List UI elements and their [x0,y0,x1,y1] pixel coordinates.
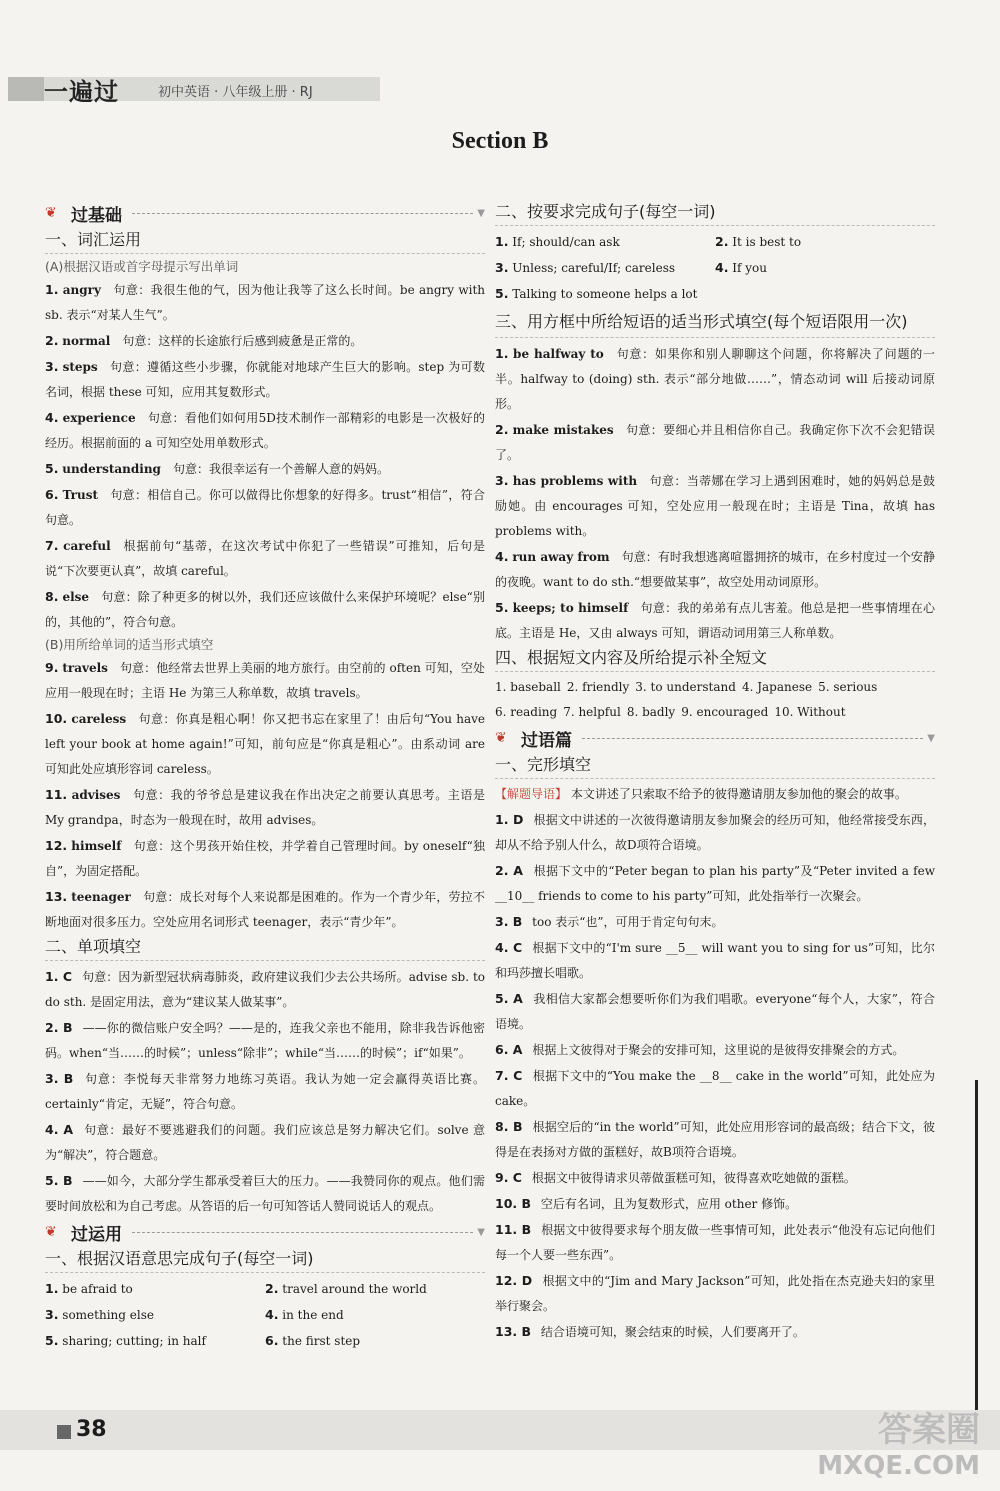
page-edge [975,1080,978,1410]
item-answer: advises [71,788,121,802]
item-answer: be afraid to [62,1282,133,1296]
item-number: 2. [45,333,59,348]
subsection-vocab-a: (A)根据汉语或首字母提示写出单词 [45,259,239,274]
answer-list-phrases [495,341,935,646]
item-number: 4. [495,549,509,564]
item-explanation: 根据文中讲述的一次彼得邀请朋友参加聚会的经历可知，他经常接受东西，却从不给予别人什么，故D项符合语境。 [495,813,935,852]
subsection-phrases: 三、用方框中所给短语的适当形式填空(每个短语限用一次) [495,307,935,338]
item-number: 1. [495,346,509,361]
row-answer: 6. reading [495,705,558,719]
item-number: 3. [495,260,509,275]
answer-item [45,533,485,584]
page-marker [57,1425,71,1439]
book-subtitle: 初中英语 · 八年级上册 · RJ [158,85,313,100]
item-answer: careful [63,539,111,553]
subsection-sentences: 二、按要求完成句子(每空一词) [495,200,935,226]
guide-tag: 【解题导语】 [495,787,568,801]
divider [132,213,473,214]
item-number: 1. D [495,812,524,827]
answer-item [495,1165,935,1191]
item-answer: Unless; careful/If; careless [512,261,676,275]
row-answer: 9. encouraged [681,705,769,719]
triangle-icon: ▼ [927,732,935,744]
subsection-complete: 一、根据汉语意思完成句子(每空一词) [45,1247,485,1273]
answer-grid-use [45,1276,485,1354]
item-explanation: 句意：如果你和别人聊聊这个问题，你将解决了问题的一半。halfway to (doing) sth. 表示“部分地做……”，情态动词 will 后接动词原形。 [495,347,935,411]
answer-list-a [45,277,485,635]
answer-item [45,328,485,354]
answer-item [45,1117,485,1168]
item-number: 2. [495,422,509,437]
answer-item [495,858,935,909]
item-answer: the first step [282,1334,361,1348]
answer-item [45,706,485,782]
leaf-icon: ❦ [45,205,57,221]
item-number: 7. C [495,1068,523,1083]
grid-cell [45,1276,265,1302]
item-number: 5. B [45,1173,73,1188]
item-number: 6. [265,1333,279,1348]
answer-item [495,1191,935,1217]
header-base [45,200,485,226]
answer-item [495,1268,935,1319]
item-explanation: 结合语境可知，聚会结束的时候，人们要离开了。 [540,1325,805,1339]
item-number: 2. [715,234,729,249]
item-explanation: 句意：要细心并且相信你自己。我确定你下次不会犯错误了。 [495,423,935,462]
item-number: 12. D [495,1273,533,1288]
guide-text: 本文讲述了只索取不给予的彼得邀请朋友参加他的聚会的故事。 [570,787,907,801]
item-number: 4. A [45,1122,74,1137]
answer-item [495,807,935,858]
row-answer: 3. to understand [635,680,736,694]
item-explanation: 句意：有时我想逃离喧嚣拥挤的城市，在乡村度过一个安静的夜晚。want to do sth.“想要做某事”，故空处用动词原形。 [495,550,935,589]
item-explanation: 根据文中彼得要求每个朋友做一些事情可知，此处表示“他没有忘记向他们每一个人要一些东西”。 [495,1223,935,1262]
answer-item [495,935,935,986]
item-explanation: too 表示“也”，可用于肯定句句末。 [532,915,724,929]
item-explanation: 句意：我的弟弟有点儿害羞。他总是把一些事情埋在心底。主语是 He，又由 always 可知，谓语动词用第三人称单数。 [495,601,935,640]
item-explanation: 根据上文彼得对于聚会的安排可知，这里说的是彼得安排聚会的方式。 [532,1043,905,1057]
item-explanation: 句意：成长对每个人来说都是困难的。作为一个青少年，劳拉不断地面对很多压力。空处应用名词形式 teenager，表示“青少年”。 [45,890,485,929]
header-use-label: 过运用 [71,1224,122,1245]
item-answer: normal [62,334,111,348]
item-answer: has problems with [512,474,638,488]
answer-item [45,782,485,833]
guide-note [495,782,935,807]
item-number: 2. [265,1281,279,1296]
answer-grid-sentences [495,229,935,307]
answer-list-cloze [495,807,935,1345]
item-answer: travel around the world [282,1282,427,1296]
item-number: 5. [495,600,509,615]
row-answer: 2. friendly [566,680,630,694]
answer-item [495,595,935,646]
item-number: 4. [45,410,59,425]
leaf-icon: ❦ [45,1224,57,1240]
item-answer: else [62,590,90,604]
answer-item [495,1063,935,1114]
answer-item [45,1015,485,1066]
header-band-accent [8,77,44,101]
answer-item [495,341,935,417]
watermark-title: 答案圈 [878,1410,980,1450]
subsection-vocab: 一、词汇运用 [45,228,485,254]
item-answer: If; should/can ask [512,235,620,249]
item-answer: careless [71,712,127,726]
item-explanation: 句意：看他们如何用5D技术制作一部精彩的电影是一次极好的经历。根据前面的 a 可知空处用单数形式。 [45,411,485,450]
item-number: 1. [45,1281,59,1296]
item-explanation: 句意：我的爷爷总是建议我在作出决定之前要认真思考。主语是 My grandpa，时态为一般现在时，故用 advises。 [45,788,485,827]
item-answer: sharing; cutting; in half [62,1334,206,1348]
header-base-label: 过基础 [71,205,122,226]
subsection-vocab-b: (B)用所给单词的适当形式填空 [45,637,214,652]
item-explanation: 根据前句“基蒂，在这次考试中你犯了一些错误”可推知，后句是说“下次要更认真”，故填 careful。 [45,539,485,578]
item-answer: Trust [62,488,98,502]
item-number: 3. [495,473,509,488]
item-explanation: 根据下文中的“You make the __8__ cake in the world”可知，此处应为 cake。 [495,1069,935,1108]
watermark-url: MXQE.COM [817,1451,980,1481]
item-number: 5. [45,1333,59,1348]
item-number: 4. C [495,940,523,955]
item-answer: It is best to [732,235,802,249]
item-number: 2. B [45,1020,73,1035]
item-explanation: 空后有名词，且为复数形式，应用 other 修饰。 [540,1197,798,1211]
item-number: 9. C [495,1170,522,1185]
answer-row [495,675,935,700]
item-answer: experience [62,411,136,425]
answer-item [495,544,935,595]
grid-cell [265,1276,485,1302]
item-answer: something else [62,1308,154,1322]
item-number: 1. C [45,969,73,984]
triangle-icon: ▼ [477,207,485,219]
page-number: 38 [76,1417,107,1442]
item-number: 3. [45,359,59,374]
item-explanation: 根据文中的“Jim and Mary Jackson”可知，此处指在杰克逊夫妇的家里举行聚会。 [495,1274,935,1313]
item-explanation: 根据空后的“in the world”可知，此处应用形容词的最高级；结合下文，彼得是在表扬对方做的蛋糕好，故B项符合语境。 [495,1120,936,1159]
item-answer: in the end [282,1308,344,1322]
divider [132,1232,473,1233]
item-explanation: 句意：这样的长途旅行后感到疲惫是正常的。 [122,334,363,348]
answer-item [495,468,935,544]
grid-cell [495,255,715,281]
item-number: 8. B [495,1119,523,1134]
answer-item [45,277,485,328]
item-answer: steps [62,360,98,374]
item-explanation: 根据下文中的“I'm sure __5__ will want you to sing for us”可知，比尔和玛莎擅长唱歌。 [495,941,935,980]
answer-item [45,482,485,533]
item-explanation: 句意：因为新型冠状病毒肺炎，政府建议我们少去公共场所。advise sb. to do sth. 是固定用法，意为“建议某人做某事”。 [45,970,485,1009]
item-number: 9. [45,660,59,675]
item-explanation: 句意：当蒂娜在学习上遇到困难时，她的妈妈总是鼓励她。由 encourages 可知，空处应用一般现在时；主语是 Tina，故填 has problems with。 [495,474,935,538]
item-number: 5. A [495,991,523,1006]
answer-item [45,456,485,482]
item-number: 7. [45,538,59,553]
item-number: 10. B [495,1196,532,1211]
item-number: 6. A [495,1042,523,1057]
item-explanation: 句意：我很幸运有一个善解人意的妈妈。 [172,462,389,476]
header-lang-label: 过语篇 [521,730,572,751]
answer-item [495,909,935,935]
item-answer: make mistakes [512,423,614,437]
item-explanation: 句意：这个男孩开始住校，并学着自己管理时间。by oneself“独自”，为固定搭配。 [45,839,485,878]
item-number: 10. [45,711,68,726]
item-number: 5. [495,286,509,301]
answer-item [495,1037,935,1063]
item-number: 11. [45,787,68,802]
item-number: 1. [45,282,59,297]
watermark [817,1410,980,1482]
item-explanation: ——你的微信账户安全吗？——是的，连我父亲也不能用，除非我告诉他密码。when“当……的时候”；unless“除非”；while“当……的时候”；if“如果”。 [45,1021,485,1060]
item-explanation: 句意：最好不要逃避我们的问题。我们应该总是努力解决它们。solve 意为“解决”，符合题意。 [45,1123,485,1162]
item-number: 3. [45,1307,59,1322]
header-use [45,1219,485,1245]
item-answer: himself [71,839,122,853]
item-explanation: 句意：遵循这些小步骤，你就能对地球产生巨大的影响。step 为可数名词，根据 these 可知，应用其复数形式。 [45,360,485,399]
item-answer: understanding [62,462,161,476]
item-answer: Talking to someone helps a lot [512,287,698,301]
header-lang [495,725,935,751]
item-answer: If you [732,261,768,275]
item-answer: angry [62,283,101,297]
grid-cell [495,229,715,255]
answer-item [495,1114,935,1165]
triangle-icon: ▼ [477,1226,485,1238]
item-explanation: 句意：我很生他的气，因为他让我等了这么长时间。be angry with sb. 表示“对某人生气”。 [45,283,485,322]
item-number: 1. [495,234,509,249]
item-number: 4. [265,1307,279,1322]
section-title: Section B [451,128,549,154]
row-answer: 4. Japanese [741,680,813,694]
item-number: 2. A [495,863,523,878]
item-explanation: ——如今，大部分学生都承受着巨大的压力。——我赞同你的观点。他们需要时间放松和为自己考虑。从答语的后一句可知答话人赞同说话人的观点。 [45,1174,485,1213]
answer-row [495,700,935,725]
answer-item [45,655,485,706]
item-explanation: 句意：除了种更多的树以外，我们还应该做什么来保护环境呢？else“别的，其他的”，符合句意。 [45,590,485,629]
right-column [495,200,935,1345]
grid-cell [495,281,715,307]
leaf-icon: ❦ [495,730,507,746]
item-number: 6. [45,487,59,502]
row-answer: 8. badly [626,705,676,719]
brand-logo: 一遍过 [44,78,119,106]
item-number: 3. B [495,914,523,929]
item-explanation: 根据文中彼得请求贝蒂做蛋糕可知，彼得喜欢吃她做的蛋糕。 [531,1171,856,1185]
subsection-cloze: 一、完形填空 [495,753,935,779]
item-number: 13. B [495,1324,532,1339]
item-explanation: 句意：李悦每天非常努力地练习英语。我认为她一定会赢得英语比赛。certainly“肯定，无疑”，符合句意。 [45,1072,485,1111]
answer-item [45,964,485,1015]
grid-cell [715,229,935,255]
grid-cell [265,1328,485,1354]
item-number: 12. [45,838,68,853]
item-explanation: 我相信大家都会想要听你们为我们唱歌。everyone“每个人，大家”，符合语境。 [495,992,935,1031]
row-answer: 7. helpful [563,705,621,719]
item-answer: keeps; to himself [512,601,629,615]
grid-cell [265,1302,485,1328]
item-number: 13. [45,889,68,904]
answer-list-choice [45,964,485,1219]
grid-cell [715,255,935,281]
divider [582,738,923,739]
subsection-passage: 四、根据短文内容及所给提示补全短文 [495,646,935,672]
answer-item [45,833,485,884]
item-number: 3. B [45,1071,74,1086]
item-answer: travels [62,661,108,675]
answer-item [495,1319,935,1345]
answer-item [45,884,485,935]
item-number: 4. [715,260,729,275]
item-answer: run away from [512,550,610,564]
grid-cell [45,1328,265,1354]
grid-cell [45,1302,265,1328]
answer-item [495,417,935,468]
row-answer: 5. serious [818,680,878,694]
answer-list-b [45,655,485,935]
left-column [45,200,485,1354]
item-number: 5. [45,461,59,476]
item-number: 11. B [495,1222,532,1237]
row-answer: 1. baseball [495,680,561,694]
item-answer: teenager [71,890,131,904]
item-answer: be halfway to [513,347,604,361]
answer-item [495,1217,935,1268]
answer-item [45,354,485,405]
item-explanation: 句意：相信自己。你可以做得比你想象的好得多。trust“相信”，符合句意。 [45,488,485,527]
item-number: 8. [45,589,59,604]
answer-item [45,584,485,635]
item-explanation: 根据下文中的“Peter began to plan his party”及“Peter invited a few __10__ friends to come to his party”可知，此处指举行一次聚会。 [495,864,935,903]
item-explanation: 句意：他经常去世界上美丽的地方旅行。由空前的 often 可知，空处应用一般现在时；主语 He 为第三人称单数，故填 travels。 [45,661,485,700]
row-answer: 10. Without [774,705,846,719]
answer-item [45,405,485,456]
answer-item [45,1168,485,1219]
subsection-choice: 二、单项填空 [45,935,485,961]
item-explanation: 句意：你真是粗心啊！你又把书忘在家里了！由后句“You have left your book at home again!”可知，前句应是“你真是粗心”。由系动词 are 可知此处应填形容词 careless。 [45,712,485,776]
answer-item [45,1066,485,1117]
answer-item [495,986,935,1037]
